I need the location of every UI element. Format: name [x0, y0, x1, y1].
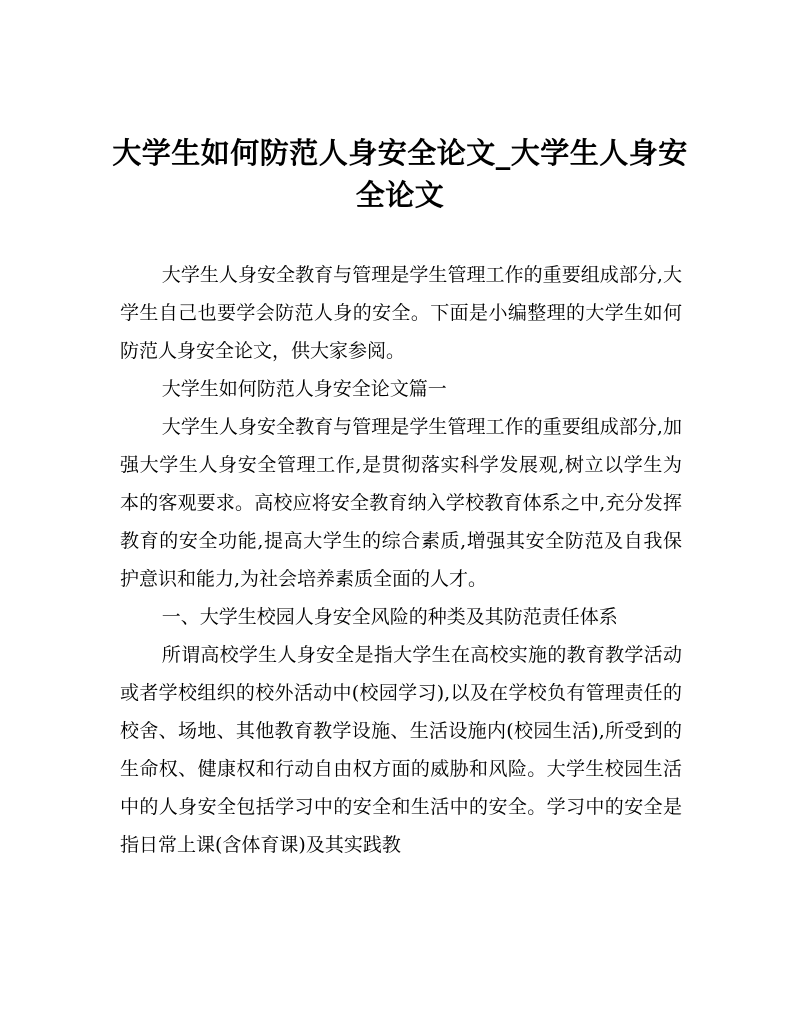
document-body: [120, 256, 682, 864]
body-paragraph: 所谓高校学生人身安全是指大学生在高校实施的教育教学活动或者学校组织的校外活动中(校园学习),以及在学校负有管理责任的校舍、场地、其他教育教学设施、生活设施内(校园生活),所受到的生命权、健康权和行动自由权方面的威胁和风险。大学生校园生活中的人身安全包括学习中的安全和生活中的安全。学习中的安全是指日常上课(含体育课)及其实践教: [120, 644, 682, 856]
document-title: 大学生如何防范人身安全论文_大学生人身安全论文: [112, 136, 688, 212]
body-paragraph: 大学生人身安全教育与管理是学生管理工作的重要组成部分,加强大学生人身安全管理工作,是贯彻落实科学发展观,树立以学生为本的客观要求。高校应将安全教育纳入学校教育体系之中,充分发挥教育的安全功能,提高大学生的综合素质,增强其安全防范及自我保护意识和能力,为社会培养素质全面的人才。: [120, 416, 682, 590]
intro-paragraph: 大学生人身安全教育与管理是学生管理工作的重要组成部分,大学生自己也要学会防范人身的安全。下面是小编整理的大学生如何防范人身安全论文，供大家参阅。: [120, 264, 682, 362]
section-heading-risk-types: 一、大学生校园人身安全风险的种类及其防范责任体系: [161, 606, 618, 628]
section-heading-part-one: 大学生如何防范人身安全论文篇一: [161, 378, 447, 400]
